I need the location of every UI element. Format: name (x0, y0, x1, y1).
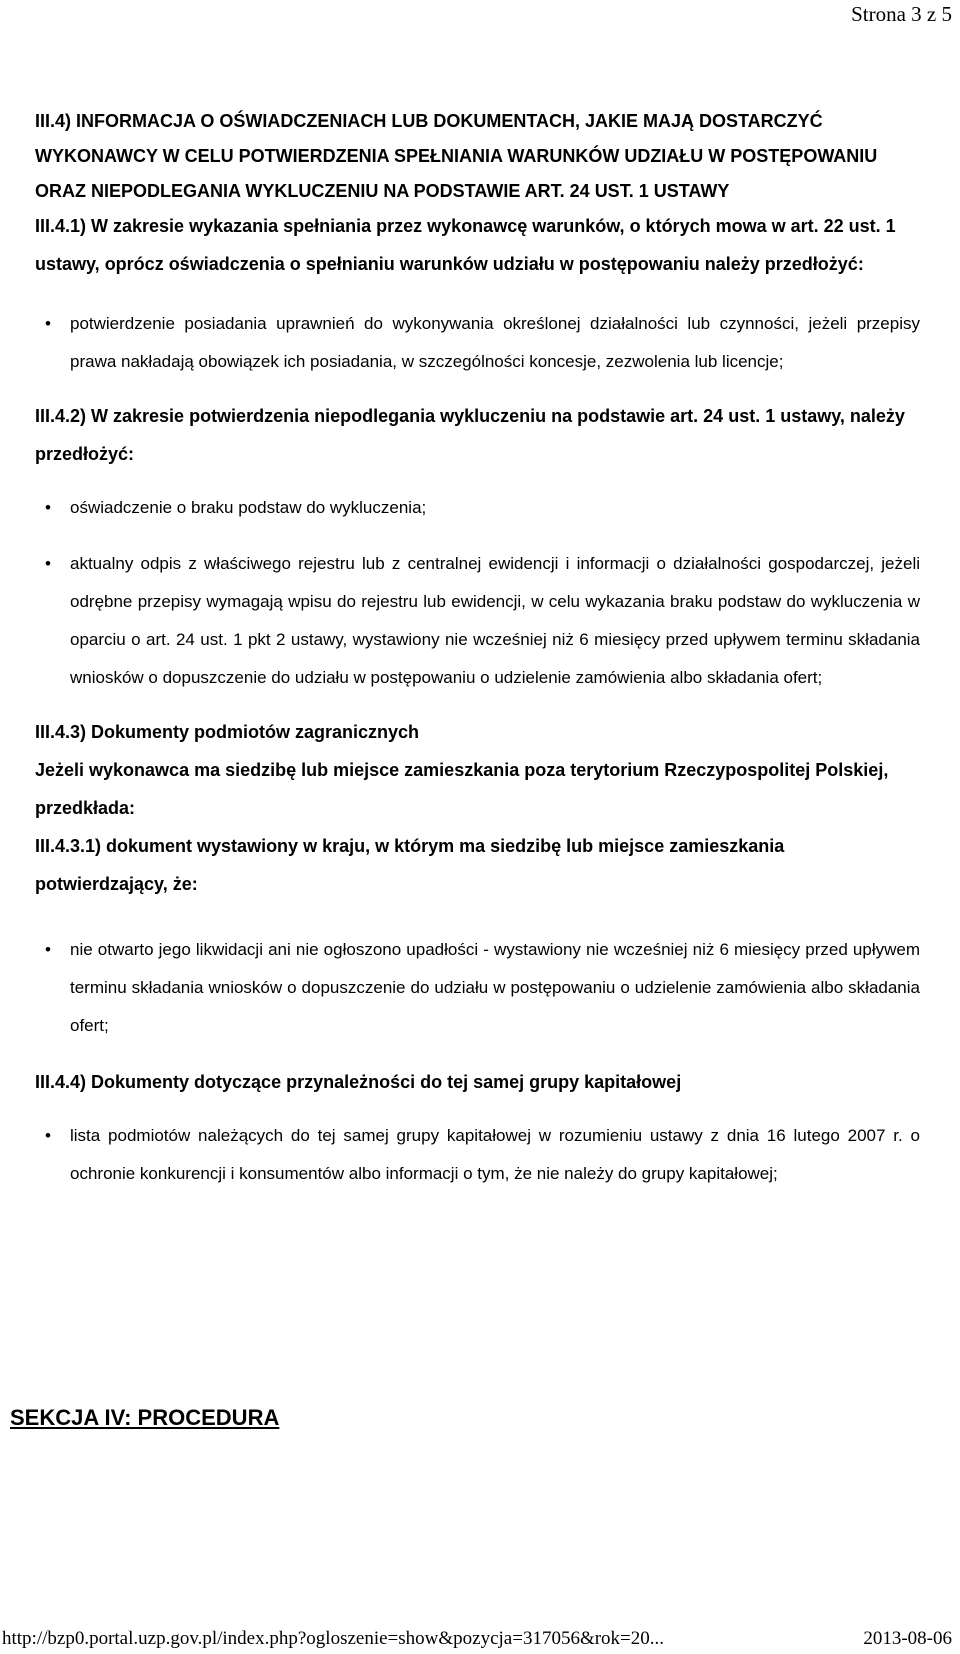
list-item-text: potwierdzenie posiadania uprawnień do wykonywania określonej działalności lub czynności, jeżeli przepisy prawa nakładają obowiązek ich posiadania, w szczególności koncesje, zezwolenia lub licencje; (70, 314, 920, 371)
list-item (35, 545, 920, 697)
section-heading-iii4: III.4) INFORMACJA O OŚWIADCZENIACH LUB DOKUMENTACH, JAKIE MAJĄ DOSTARCZYĆ WYKONAWCY W CELU POTWIERDZENIA SPEŁNIANIA WARUNKÓW UDZIAŁU W POSTĘPOWANIU ORAZ NIEPODLEGANIA WYKLUCZENIU NA PODSTAWIE ART. 24 UST. 1 USTAWY (35, 111, 878, 201)
list-item-text: aktualny odpis z właściwego rejestru lub z centralnej ewidencji i informacji o działalności gospodarczej, jeżeli odrębne przepisy wymagają wpisu do rejestru lub ewidencji, w celu wykazania braku podstaw do wykluczenia w oparciu o art. 24 ust. 1 pkt 2 ustawy, wystawiony nie wcześniej niż 6 miesięcy przed upływem terminu składania wniosków o dopuszczenie do udziału w postępowaniu o udzielenie zamówienia albo składania ofert; (70, 554, 920, 687)
list-iii4-4 (35, 1117, 920, 1193)
section-heading-iv: SEKCJA IV: PROCEDURA (10, 1405, 280, 1430)
bullet-icon: • (45, 1126, 51, 1145)
list-iii4-3-1 (35, 931, 920, 1045)
list-iii4-1 (35, 305, 920, 381)
list-item-text: oświadczenie o braku podstaw do wykluczenia; (70, 498, 427, 517)
subsection-heading-iii4-3-1: III.4.3.1) dokument wystawiony w kraju, w którym ma siedzibę lub miejsce zamieszkania potwierdzający, że: (35, 836, 785, 894)
subsection-heading-iii4-2: III.4.2) W zakresie potwierdzenia niepodlegania wykluczeniu na podstawie art. 24 ust. 1 ustawy, należy przedłożyć: (35, 406, 905, 464)
footer-url: http://bzp0.portal.uzp.gov.pl/index.php?ogloszenie=show&pozycja=317056&rok=20... (2, 1628, 665, 1649)
page-number: Strona 3 z 5 (851, 2, 952, 26)
bullet-icon: • (45, 554, 51, 573)
page-footer (0, 1624, 960, 1654)
list-item-text: nie otwarto jego likwidacji ani nie ogłoszono upadłości - wystawiony nie wcześniej niż 6 miesięcy przed upływem terminu składania wniosków o dopuszczenie do udziału w postępowaniu o udzielenie zamówienia albo składania ofert; (70, 940, 920, 1035)
subsection-heading-iii4-4: III.4.4) Dokumenty dotyczące przynależności do tej samej grupy kapitałowej (35, 1072, 682, 1092)
list-item (35, 1117, 920, 1193)
subsection-heading-iii4-1: III.4.1) W zakresie wykazania spełniania przez wykonawcę warunków, o których mowa w art. 22 ust. 1 ustawy, oprócz oświadczenia o spełnianiu warunków udziału w postępowaniu należy przedłożyć: (35, 216, 896, 274)
list-iii4-2 (35, 489, 920, 697)
document-body (35, 104, 920, 1193)
list-item-text: lista podmiotów należących do tej samej grupy kapitałowej w rozumieniu ustawy z dnia 16 lutego 2007 r. o ochronie konkurencji i konsumentów albo informacji o tym, że nie należy do grupy kapitałowej; (70, 1126, 920, 1183)
bullet-icon: • (45, 940, 51, 959)
list-item (35, 931, 920, 1045)
bullet-icon: • (45, 498, 51, 517)
list-item (35, 305, 920, 381)
list-item (35, 489, 920, 527)
footer-date: 2013-08-06 (863, 1628, 952, 1649)
foreign-condition: Jeżeli wykonawca ma siedzibę lub miejsce zamieszkania poza terytorium Rzeczypospolitej Polskiej, przedkłada: (35, 760, 889, 818)
subsection-heading-iii4-3: III.4.3) Dokumenty podmiotów zagranicznych (35, 722, 420, 742)
bullet-icon: • (45, 314, 51, 333)
